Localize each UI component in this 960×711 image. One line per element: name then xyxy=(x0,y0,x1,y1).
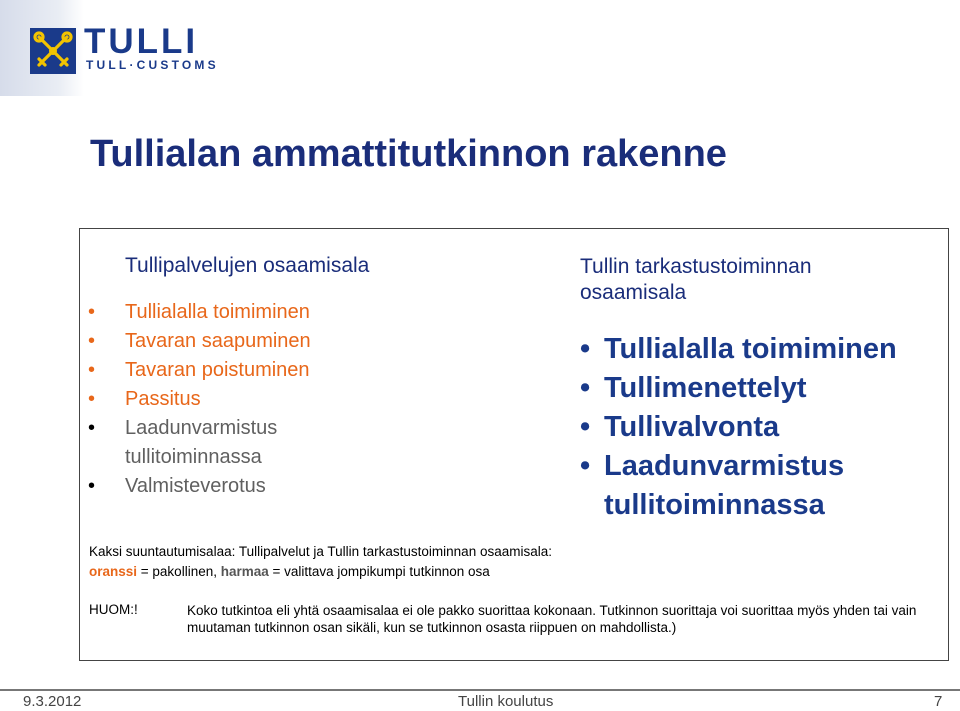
logo-wordmark: TULLI xyxy=(84,22,199,61)
list-item: • Passitus xyxy=(125,385,369,414)
right-heading-line2: osaamisala xyxy=(580,281,687,304)
legend-eq2: = valittava jompikumpi tutkinnon osa xyxy=(268,564,490,579)
list-item: • Tullialalla toimiminen xyxy=(125,298,369,327)
logo-subtitle: TULL·CUSTOMS xyxy=(86,58,219,72)
footer-date: 9.3.2012 xyxy=(23,693,82,710)
logo-background xyxy=(0,0,84,96)
left-column-heading: Tullipalvelujen osaamisala xyxy=(125,254,370,277)
crossed-keys-emblem-icon xyxy=(30,28,76,74)
footer-center-text: Tullin koulutus xyxy=(458,693,554,710)
list-item: • Valmisteverotus xyxy=(125,472,369,501)
legend-gray-word: harmaa xyxy=(220,564,269,579)
right-column-heading xyxy=(580,254,897,306)
legend-note-line2 xyxy=(89,562,552,582)
left-column-list xyxy=(125,298,369,501)
footer-divider xyxy=(0,689,960,691)
right-column xyxy=(580,254,897,525)
huom-label: HUOM:! xyxy=(89,602,138,617)
list-item: • Tullivalvonta xyxy=(580,408,897,447)
huom-text: Koko tutkintoa eli yhtä osaamisalaa ei ole pakko suorittaa kokonaan. Tutkinnon suorittaja voi suorittaa myös yhden tai vain muutaman tutkinnon osan sikäli, kun se tutkinnon osasta riippuen on mahdollista.) xyxy=(187,603,917,635)
list-item-continuation: tullitoiminnassa xyxy=(125,446,262,468)
list-item: • Tullimenettelyt xyxy=(580,369,897,408)
right-heading-line1: Tullin tarkastustoiminnan xyxy=(580,255,812,278)
footer-page-number: 7 xyxy=(934,693,943,710)
left-column xyxy=(125,254,369,501)
page-title: Tullialan ammattitutkinnon rakenne xyxy=(90,133,727,175)
legend-note-line1: Kaksi suuntautumisalaa: Tullipalvelut ja Tullin tarkastustoiminnan osaamisala: xyxy=(89,544,552,559)
list-item: • Laadunvarmistus xyxy=(125,414,369,443)
legend-eq1: = pakollinen, xyxy=(137,564,221,579)
list-item: • Tavaran saapuminen xyxy=(125,327,369,356)
legend-orange-word: oranssi xyxy=(89,564,138,579)
legend-note xyxy=(89,542,552,582)
list-item: • Laadunvarmistus xyxy=(580,447,897,486)
right-column-list xyxy=(580,330,897,525)
list-item: • Tavaran poistuminen xyxy=(125,356,369,385)
list-item: • Tullialalla toimiminen xyxy=(580,330,897,369)
list-item-continuation: tullitoiminnassa xyxy=(604,489,825,521)
